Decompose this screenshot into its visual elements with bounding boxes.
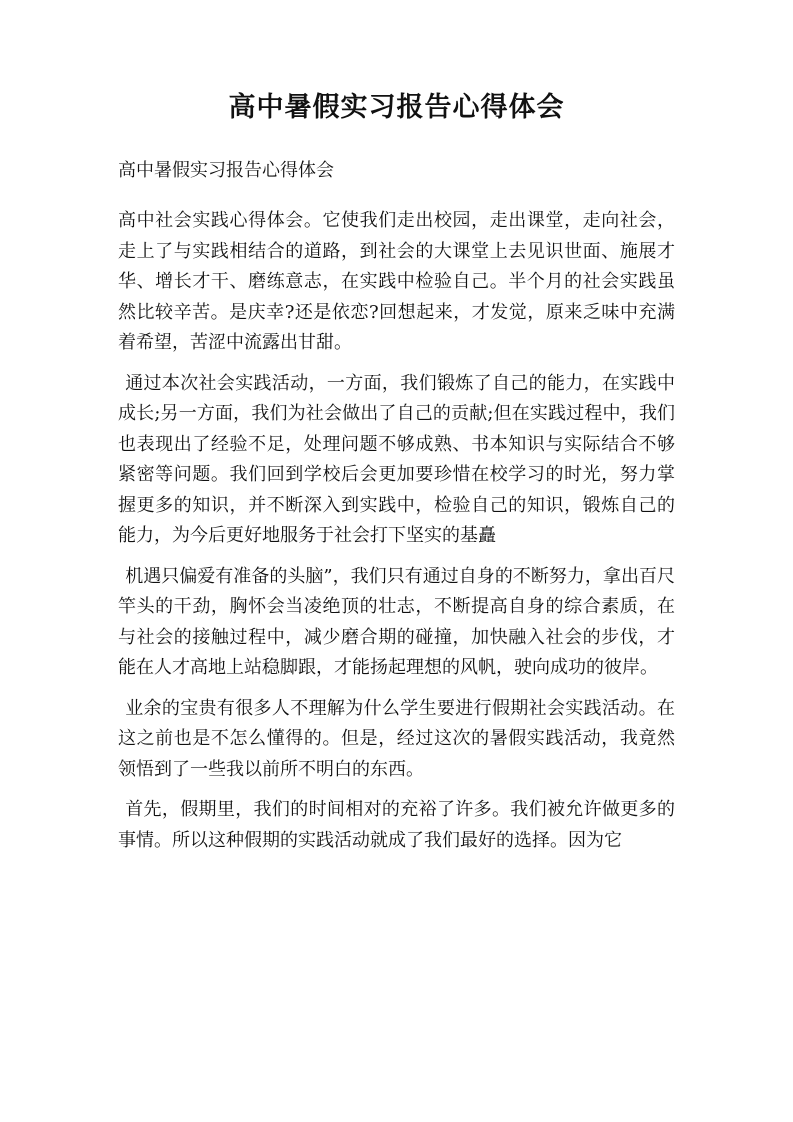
paragraph-5: 首先，假期里，我们的时间相对的充裕了许多。我们被允许做更多的事情。所以这种假期的实践活动就成了我们最好的选择。因为它 (118, 799, 675, 851)
paragraph-2: 通过本次社会实践活动，一方面，我们锻炼了自己的能力，在实践中成长;另一方面，我们为社会做出了自己的贡献;但在实践过程中，我们也表现出了经验不足，处理问题不够成熟、书本知识与实际结合不够紧密等问题。我们回到学校后会更加要珍惜在校学习的时光，努力掌握更多的知识，并不断深入到实践中，检验自己的知识，锻炼自己的能力，为今后更好地服务于社会打下坚实的基矗 (118, 372, 675, 546)
document-subtitle: 高中暑假实习报告心得体会 (118, 160, 334, 181)
document-title: 高中暑假实习报告心得体会 (228, 92, 565, 123)
paragraph-3: 机遇只偏爱有准备的头脑”，我们只有通过自身的不断努力，拿出百尺竿头的干劲，胸怀会当凌绝顶的壮志，不断提高自身的综合素质，在与社会的接触过程中，减少磨合期的碰撞，加快融入社会的步伐，才能在人才高地上站稳脚跟，才能扬起理想的风帆，驶向成功的彼岸。 (118, 565, 675, 678)
paragraph-1: 高中社会实践心得体会。它使我们走出校园，走出课堂，走向社会，走上了与实践相结合的道路，到社会的大课堂上去见识世面、施展才华、增长才干、磨练意志，在实践中检验自己。半个月的社会实践虽然比较辛苦。是庆幸?还是依恋?回想起来，才发觉，原来乏味中充满着希望，苦涩中流露出甘甜。 (118, 210, 675, 353)
paragraph-4: 业余的宝贵有很多人不理解为什么学生要进行假期社会实践活动。在这之前也是不怎么懂得的。但是，经过这次的暑假实践活动，我竟然领悟到了一些我以前所不明白的东西。 (118, 697, 675, 780)
